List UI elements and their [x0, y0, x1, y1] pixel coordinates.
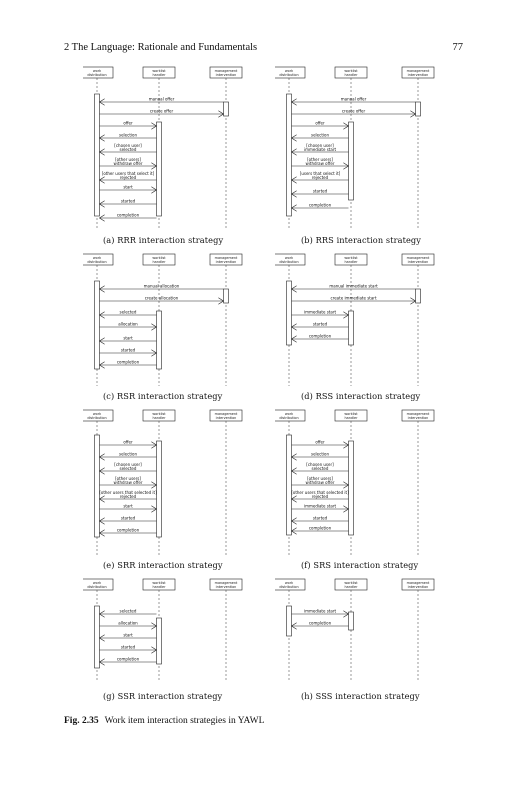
message — [100, 440, 157, 449]
diagram-svg — [275, 66, 445, 231]
message — [100, 516, 157, 525]
sequence-diagram-rrs — [275, 66, 445, 231]
message — [292, 621, 349, 630]
message-label: start — [123, 632, 133, 638]
diagram-svg — [83, 253, 253, 388]
message-label: allocation — [118, 321, 138, 327]
participant — [210, 410, 242, 555]
message — [292, 109, 416, 118]
diagram-svg — [275, 578, 445, 683]
message — [292, 296, 416, 305]
message-guard: [other users] — [307, 156, 333, 162]
message-label: allocation — [118, 620, 138, 626]
participant-label: worklist handler — [152, 69, 166, 77]
message-label: completion — [116, 359, 140, 365]
message — [100, 360, 157, 369]
message — [100, 609, 157, 618]
figure-caption-text: Work item interaction strategies in YAWL — [104, 716, 265, 726]
message-label: manual offer — [340, 96, 367, 102]
message-label: rejected — [311, 174, 329, 180]
message-guard: [chosen user] — [114, 461, 142, 467]
message-label: started — [120, 515, 136, 521]
participant — [402, 254, 434, 386]
message — [100, 157, 157, 169]
message-label: withdraw offer — [113, 479, 143, 485]
message — [100, 645, 157, 654]
participant-label: management intervention — [406, 412, 430, 420]
diagram-svg — [83, 66, 253, 231]
message-label: rejected — [311, 493, 329, 499]
message-label: start — [123, 503, 133, 509]
message-label: manual allocation — [143, 283, 180, 289]
sequence-diagram-rss — [275, 253, 445, 388]
message — [100, 213, 157, 222]
message — [100, 296, 224, 305]
message — [100, 476, 157, 488]
participant — [210, 579, 242, 681]
figure-label: Fig. 2.35 — [64, 716, 99, 726]
message — [100, 322, 157, 331]
message — [292, 203, 349, 212]
activation-box — [349, 441, 354, 535]
activation-box — [95, 94, 100, 216]
activation-box — [349, 122, 354, 200]
participant-label: work distribution — [87, 412, 107, 420]
subcaption-c: (c) RSR interaction strategy — [103, 391, 223, 401]
participant-label: work distribution — [87, 69, 107, 77]
activation-box — [416, 289, 421, 303]
subcaption-f: (f) SRS interaction strategy — [301, 560, 419, 570]
message-label: completion — [116, 656, 140, 662]
message-label: start — [123, 184, 133, 190]
message — [292, 526, 349, 535]
participant-label: management intervention — [214, 256, 238, 264]
message — [100, 284, 224, 293]
page-number: 77 — [452, 42, 463, 53]
message — [292, 322, 349, 331]
sequence-diagram-ssr — [83, 578, 253, 683]
message-label: rejected — [119, 174, 137, 180]
participant-label: worklist handler — [152, 256, 166, 264]
message — [100, 633, 157, 642]
chapter-header: 2 The Language: Rationale and Fundamentals — [64, 42, 258, 53]
participant — [402, 67, 434, 229]
message-label: create immediate start — [330, 295, 377, 301]
message-label: started — [120, 347, 136, 353]
page-header — [64, 42, 463, 56]
message — [100, 199, 157, 208]
message-label: start — [123, 335, 133, 341]
diagram-svg — [275, 409, 445, 557]
message-label: selection — [119, 451, 137, 457]
message-label: offer — [315, 439, 325, 445]
message-guard: [chosen user] — [306, 461, 334, 467]
message-label: selection — [119, 132, 137, 138]
message-guard: [other users] — [307, 475, 333, 481]
sequence-diagram-srs — [275, 409, 445, 557]
message — [100, 621, 157, 630]
participant-label: worklist handler — [344, 412, 358, 420]
message-label: started — [312, 515, 328, 521]
participant-label: worklist handler — [344, 256, 358, 264]
message-label: immediate start — [303, 146, 337, 152]
message-label: immediate start — [303, 503, 337, 509]
activation-box — [287, 606, 292, 636]
activation-box — [95, 281, 100, 369]
message-label: create allocation — [144, 295, 179, 301]
message-label: started — [120, 644, 136, 650]
subcaption-g: (g) SSR interaction strategy — [103, 691, 223, 701]
participant-label: management intervention — [214, 581, 238, 589]
activation-box — [224, 289, 229, 303]
activation-box — [95, 435, 100, 537]
message-label: immediate start — [303, 608, 337, 614]
participant-label: worklist handler — [152, 412, 166, 420]
message-label: selected — [119, 146, 137, 152]
message — [100, 504, 157, 513]
message-label: started — [120, 198, 136, 204]
participant — [402, 410, 434, 555]
message-label: selected — [119, 309, 137, 315]
message-label: create offer — [341, 108, 366, 114]
message-label: selection — [311, 451, 329, 457]
participant-label: worklist handler — [152, 581, 166, 589]
message-label: completion — [308, 620, 332, 626]
message-label: started — [312, 321, 328, 327]
message-label: rejected — [119, 493, 137, 499]
message — [292, 516, 349, 525]
message-label: withdraw offer — [113, 160, 143, 166]
participant-label: work distribution — [279, 581, 299, 589]
message — [292, 310, 349, 319]
sequence-diagram-sss — [275, 578, 445, 683]
subcaption-e: (e) SRR interaction strategy — [103, 560, 223, 570]
message — [100, 310, 157, 319]
activation-box — [349, 311, 354, 345]
message — [292, 462, 349, 474]
subcaption-d: (d) RSS interaction strategy — [301, 391, 421, 401]
message-label: selected — [119, 465, 137, 471]
message — [100, 133, 157, 142]
message — [292, 504, 349, 513]
activation-box — [287, 94, 292, 216]
participant — [210, 67, 242, 229]
message — [292, 609, 349, 618]
participant — [210, 254, 242, 386]
message-label: selected — [311, 465, 329, 471]
message-label: selected — [119, 608, 137, 614]
subcaption-h: (h) SSS interaction strategy — [301, 691, 420, 701]
participant-label: management intervention — [214, 69, 238, 77]
message — [292, 440, 349, 449]
message — [100, 336, 157, 345]
message-guard: [chosen user] — [306, 142, 334, 148]
message-guard: [users that select it] — [299, 170, 341, 176]
sequence-diagram-rsr — [83, 253, 253, 388]
figure-caption — [64, 716, 264, 726]
message-label: completion — [308, 333, 332, 339]
participant-label: management intervention — [406, 69, 430, 77]
message-label: immediate start — [303, 309, 337, 315]
message — [100, 121, 157, 130]
message — [292, 284, 416, 293]
message-guard: [other users that selected it] — [291, 489, 349, 495]
participant — [402, 579, 434, 681]
participant-label: work distribution — [279, 69, 299, 77]
message — [292, 133, 349, 142]
message — [100, 109, 224, 118]
message — [292, 143, 349, 155]
message-label: offer — [123, 120, 133, 126]
activation-box — [224, 102, 229, 116]
message — [100, 348, 157, 357]
message — [292, 334, 349, 343]
activation-box — [95, 606, 100, 668]
message-label: started — [312, 188, 328, 194]
participant-label: worklist handler — [344, 69, 358, 77]
activation-box — [349, 612, 354, 630]
message-label: completion — [308, 525, 332, 531]
activation-box — [157, 122, 162, 216]
message — [292, 452, 349, 461]
message — [100, 657, 157, 666]
message-label: completion — [116, 527, 140, 533]
diagram-svg — [83, 578, 253, 683]
diagram-svg — [275, 253, 445, 388]
message — [100, 452, 157, 461]
participant-label: work distribution — [87, 581, 107, 589]
message-guard: [chosen user] — [114, 142, 142, 148]
message-label: withdraw offer — [305, 479, 335, 485]
message — [292, 476, 349, 488]
message — [292, 189, 349, 198]
participant-label: worklist handler — [344, 581, 358, 589]
message — [99, 490, 157, 502]
activation-box — [416, 102, 421, 116]
message-label: create offer — [149, 108, 174, 114]
participant-label: management intervention — [406, 256, 430, 264]
activation-box — [287, 435, 292, 535]
message-guard: [other users] — [115, 475, 141, 481]
participant-label: work distribution — [87, 256, 107, 264]
message — [100, 185, 157, 194]
message-guard: [other users that selected it] — [99, 489, 157, 495]
sequence-diagram-rrr — [83, 66, 253, 231]
message-label: offer — [315, 120, 325, 126]
message — [292, 171, 349, 183]
message-label: manual offer — [148, 96, 175, 102]
activation-box — [287, 281, 292, 345]
message-guard: [other users that select it] — [101, 170, 155, 176]
participant-label: work distribution — [279, 412, 299, 420]
message-label: manual immediate start — [329, 283, 378, 289]
message — [100, 97, 224, 106]
message — [100, 171, 157, 183]
diagram-svg — [83, 409, 253, 557]
message — [292, 97, 416, 106]
message — [100, 462, 157, 474]
participant-label: work distribution — [279, 256, 299, 264]
activation-box — [157, 311, 162, 369]
message — [292, 121, 349, 130]
activation-box — [157, 441, 162, 537]
activation-box — [157, 618, 162, 664]
message — [100, 143, 157, 155]
message — [292, 157, 349, 169]
message — [100, 528, 157, 537]
message-guard: [other users] — [115, 156, 141, 162]
participant-label: management intervention — [406, 581, 430, 589]
message-label: completion — [116, 212, 140, 218]
participant-label: management intervention — [214, 412, 238, 420]
subcaption-b: (b) RRS interaction strategy — [301, 235, 421, 245]
subcaption-a: (a) RRR interaction strategy — [103, 235, 224, 245]
message-label: selection — [311, 132, 329, 138]
message-label: offer — [123, 439, 133, 445]
message — [291, 490, 349, 502]
sequence-diagram-srr — [83, 409, 253, 557]
message-label: withdraw offer — [305, 160, 335, 166]
message-label: completion — [308, 202, 332, 208]
